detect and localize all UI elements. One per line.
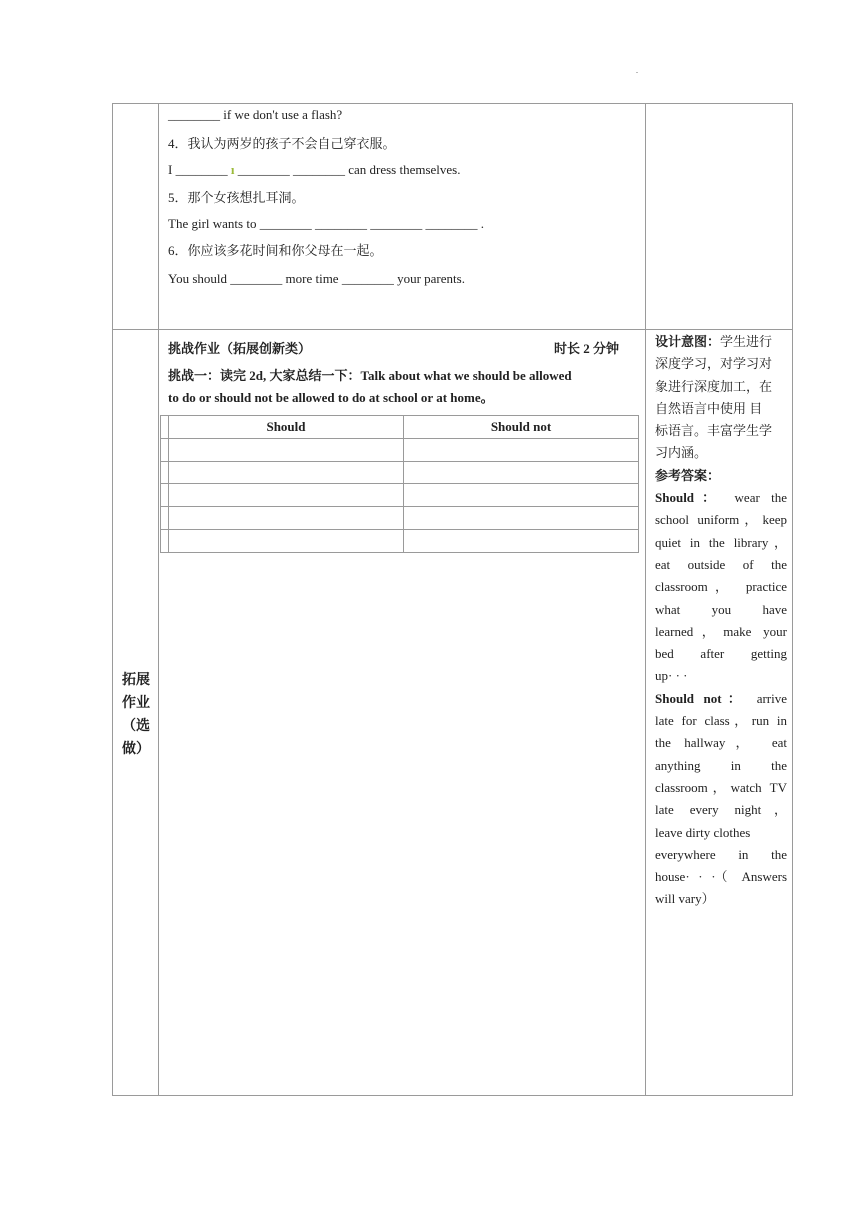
should-not-cell [404,438,639,461]
table-margin-cell [161,530,169,553]
table-row [161,507,639,530]
exercise-q5-english: The girl wants to ________ ________ ________ ________ . [168,216,484,231]
table-row [161,530,639,553]
column-divider-right [645,104,646,1095]
answer-line: classroom，watch TV [655,779,787,795]
table-margin-cell [161,507,169,530]
design-intent-text: 学生进行 [720,334,773,349]
design-notes [655,331,787,911]
design-intent-text: 象进行深度加工，在 [655,378,773,394]
table-row [161,461,639,484]
answer-line: school uniform，keep [655,512,787,528]
should-not-cell [404,461,639,484]
table-row [161,484,639,507]
should-cell [169,507,404,530]
row-label-line: 拓展 [122,672,150,688]
q4-english-part-b: ________ ________ can dress themselves. [237,162,461,177]
row-label-line: 作业 [122,695,150,711]
should-not-cell [404,530,639,553]
should-not-cell [404,507,639,530]
q4-english-part-a: I ________ [168,162,228,177]
answer-line: quiet in the library， [655,534,787,550]
answer-line: learned，make your [655,623,787,639]
page-mark [636,72,638,73]
design-intent-text: 习内涵。 [655,445,708,461]
answer-line: eat outside of the [655,556,787,572]
column-header-should-not: Should not [404,416,639,439]
table-margin-cell [161,416,169,439]
answer-line: arrive [756,690,788,706]
answer-line: wear the [734,490,787,506]
answer-line: bed after getting [655,646,787,662]
exercise-q3-tail: ________ if we don't use a flash? [168,107,343,122]
design-intent-text: 深度学习，对学习对 [655,356,773,372]
should-not-cell [404,484,639,507]
table-margin-cell [161,438,169,461]
should-cell [169,484,404,507]
answer-line: what you have [655,601,787,617]
should-cell [169,530,404,553]
extension-row-label [119,669,153,761]
exercise-q4-english [168,162,461,178]
reference-answer-label: 参考答案： [655,467,721,483]
row-label-line: （选 [122,718,150,734]
column-divider-left [158,104,159,1095]
answer-line: house· · ·（ Answers [655,869,787,885]
answer-line: late for class，run in [655,713,787,729]
answer-line: will vary） [655,891,715,907]
answer-line: everywhere in the [655,846,787,862]
answer-line: late every night， [655,802,787,818]
column-header-should: Should [169,416,404,439]
challenge-instruction-line2: to do or should not be allowed to do at school or at home。 [168,390,494,405]
answer-line: the hallway， eat [655,735,787,751]
row-label-line: 做） [122,741,150,757]
q4-highlight-mark: ı [230,162,235,177]
exercise-q6-chinese: 6．你应该多花时间和你父母在一起。 [168,243,383,258]
answer-line: up· · · [655,668,688,684]
answer-line: classroom， practice [655,579,787,595]
should-cell [169,461,404,484]
should-label: Should： [655,490,724,506]
design-intent-text: 标语言。丰富学生学 [655,423,773,439]
table-margin-cell [161,461,169,484]
design-intent-label: 设计意图： [655,334,721,349]
should-not-label: Should not： [655,690,748,706]
table-header-row [161,416,639,439]
answer-line: anything in the [655,757,787,773]
should-cell [169,438,404,461]
exercise-q5-chinese: 5．那个女孩想扎耳洞。 [168,190,305,205]
should-table [160,415,639,553]
row-divider [113,329,792,330]
challenge-duration: 时长 2 分钟 [554,341,620,356]
exercise-q4-chinese: 4．我认为两岁的孩子不会自己穿衣服。 [168,136,396,151]
table-row [161,438,639,461]
exercise-q6-english: You should ________ more time ________ your parents. [168,271,465,286]
design-intent-text: 自然语言中使用 目 [655,400,763,416]
table-margin-cell [161,484,169,507]
challenge-header-title: 挑战作业（拓展创新类） [168,341,312,356]
challenge-instruction-line1: 挑战一：读完 2d, 大家总结一下：Talk about what we should be allowed [168,368,572,383]
answer-line: leave dirty clothes [655,824,751,840]
worksheet-table [112,103,793,1096]
